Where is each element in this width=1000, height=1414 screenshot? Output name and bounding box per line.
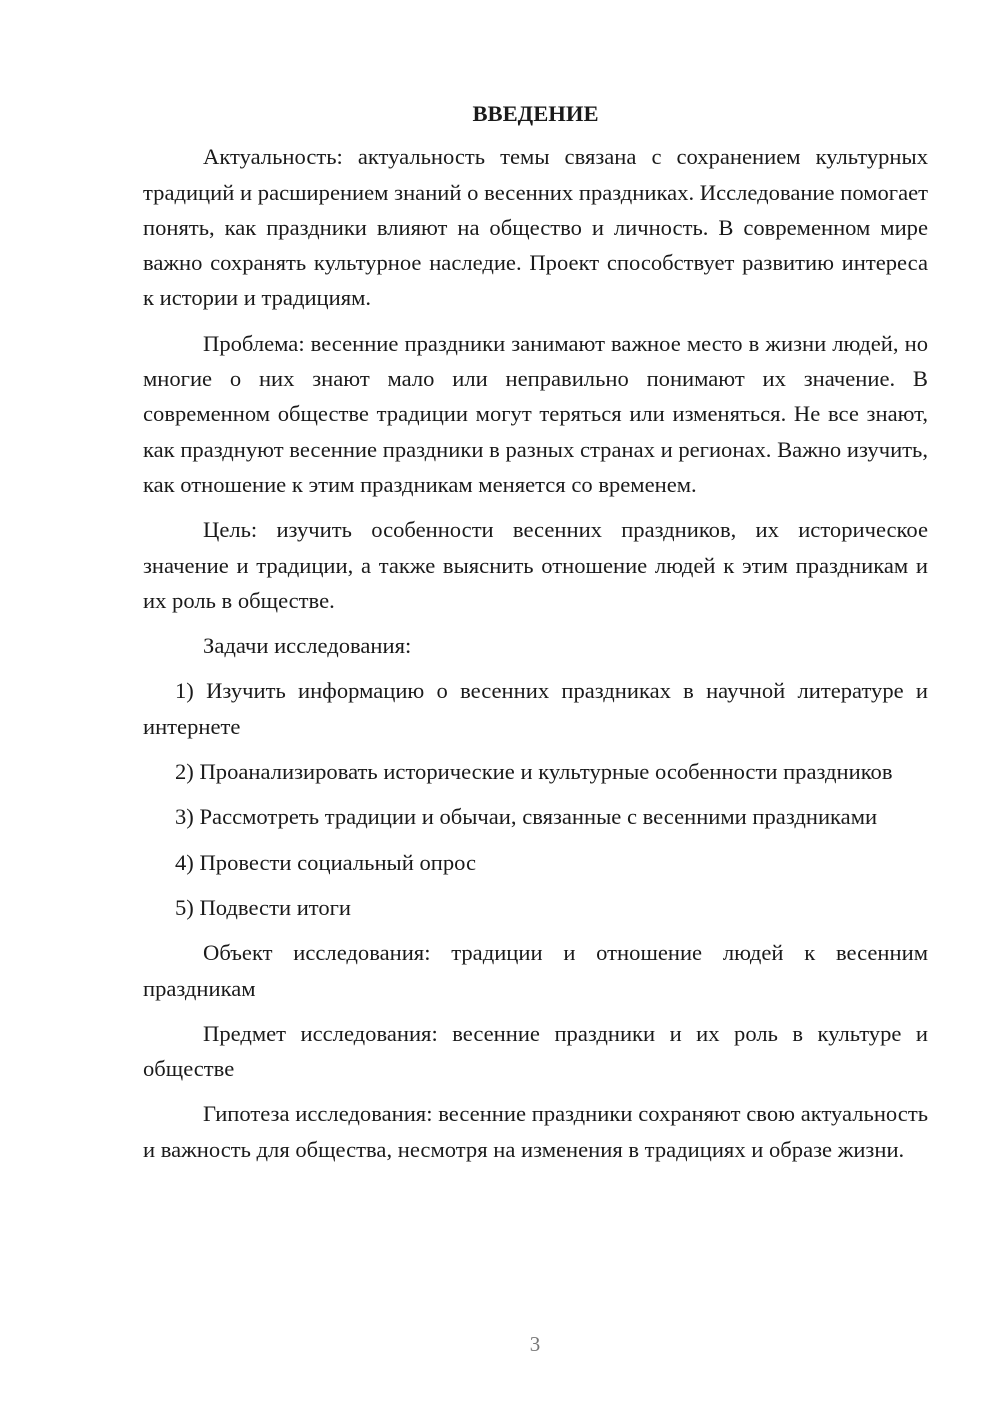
paragraph-subject: Предмет исследования: весенние праздники и их роль в культуре и обществе (143, 1020, 928, 1082)
task-item-5: 5) Подвести итоги (175, 894, 352, 920)
task-item-1: 1) Изучить информацию о весенних праздниках в научной литературе и интернете (143, 678, 928, 739)
task-item-3: 3) Рассмотреть традиции и обычаи, связанные с весенними праздниками (175, 804, 878, 830)
task-item-2: 2) Проанализировать исторические и культурные особенности праздников (175, 759, 893, 785)
paragraph-hypothesis: Гипотеза исследования: весенние праздники сохраняют свою актуальность и важность для общества, несмотря на изменения в традициях и образе жизни. (143, 1101, 928, 1162)
paragraph-object: Объект исследования: традиции и отношение людей к весенним праздникам (143, 940, 928, 1001)
task-item-4: 4) Провести социальный опрос (175, 849, 477, 875)
paragraph-tasks-heading: Задачи исследования: (203, 633, 412, 659)
page-number: 3 (529, 1332, 541, 1356)
paragraph-problem: Проблема: весенние праздники занимают важное место в жизни людей, но многие о них знают мало или неправильно понимают их значение. В современном обществе традиции могут теряться или изменяться. Не все знают, как празднуют весенние праздники в разных странах и регионах. Важно изучить, как отношение к этим праздникам меняется со временем. (143, 330, 928, 497)
section-title: ВВЕДЕНИЕ (472, 101, 599, 126)
paragraph-goal: Цель: изучить особенности весенних праздников, их историческое значение и традиции, а также выяснить отношение людей к этим праздникам и их роль в обществе. (143, 517, 928, 613)
document-body (143, 96, 928, 1177)
paragraph-relevance: Актуальность: актуальность темы связана с сохранением культурных традиций и расширением знаний о весенних праздниках. Исследование помогает понять, как праздники влияют на общество и личность. В современном мире важно сохранять культурное наследие. Проект способствует развитию интереса к истории и традициям. (143, 144, 928, 311)
